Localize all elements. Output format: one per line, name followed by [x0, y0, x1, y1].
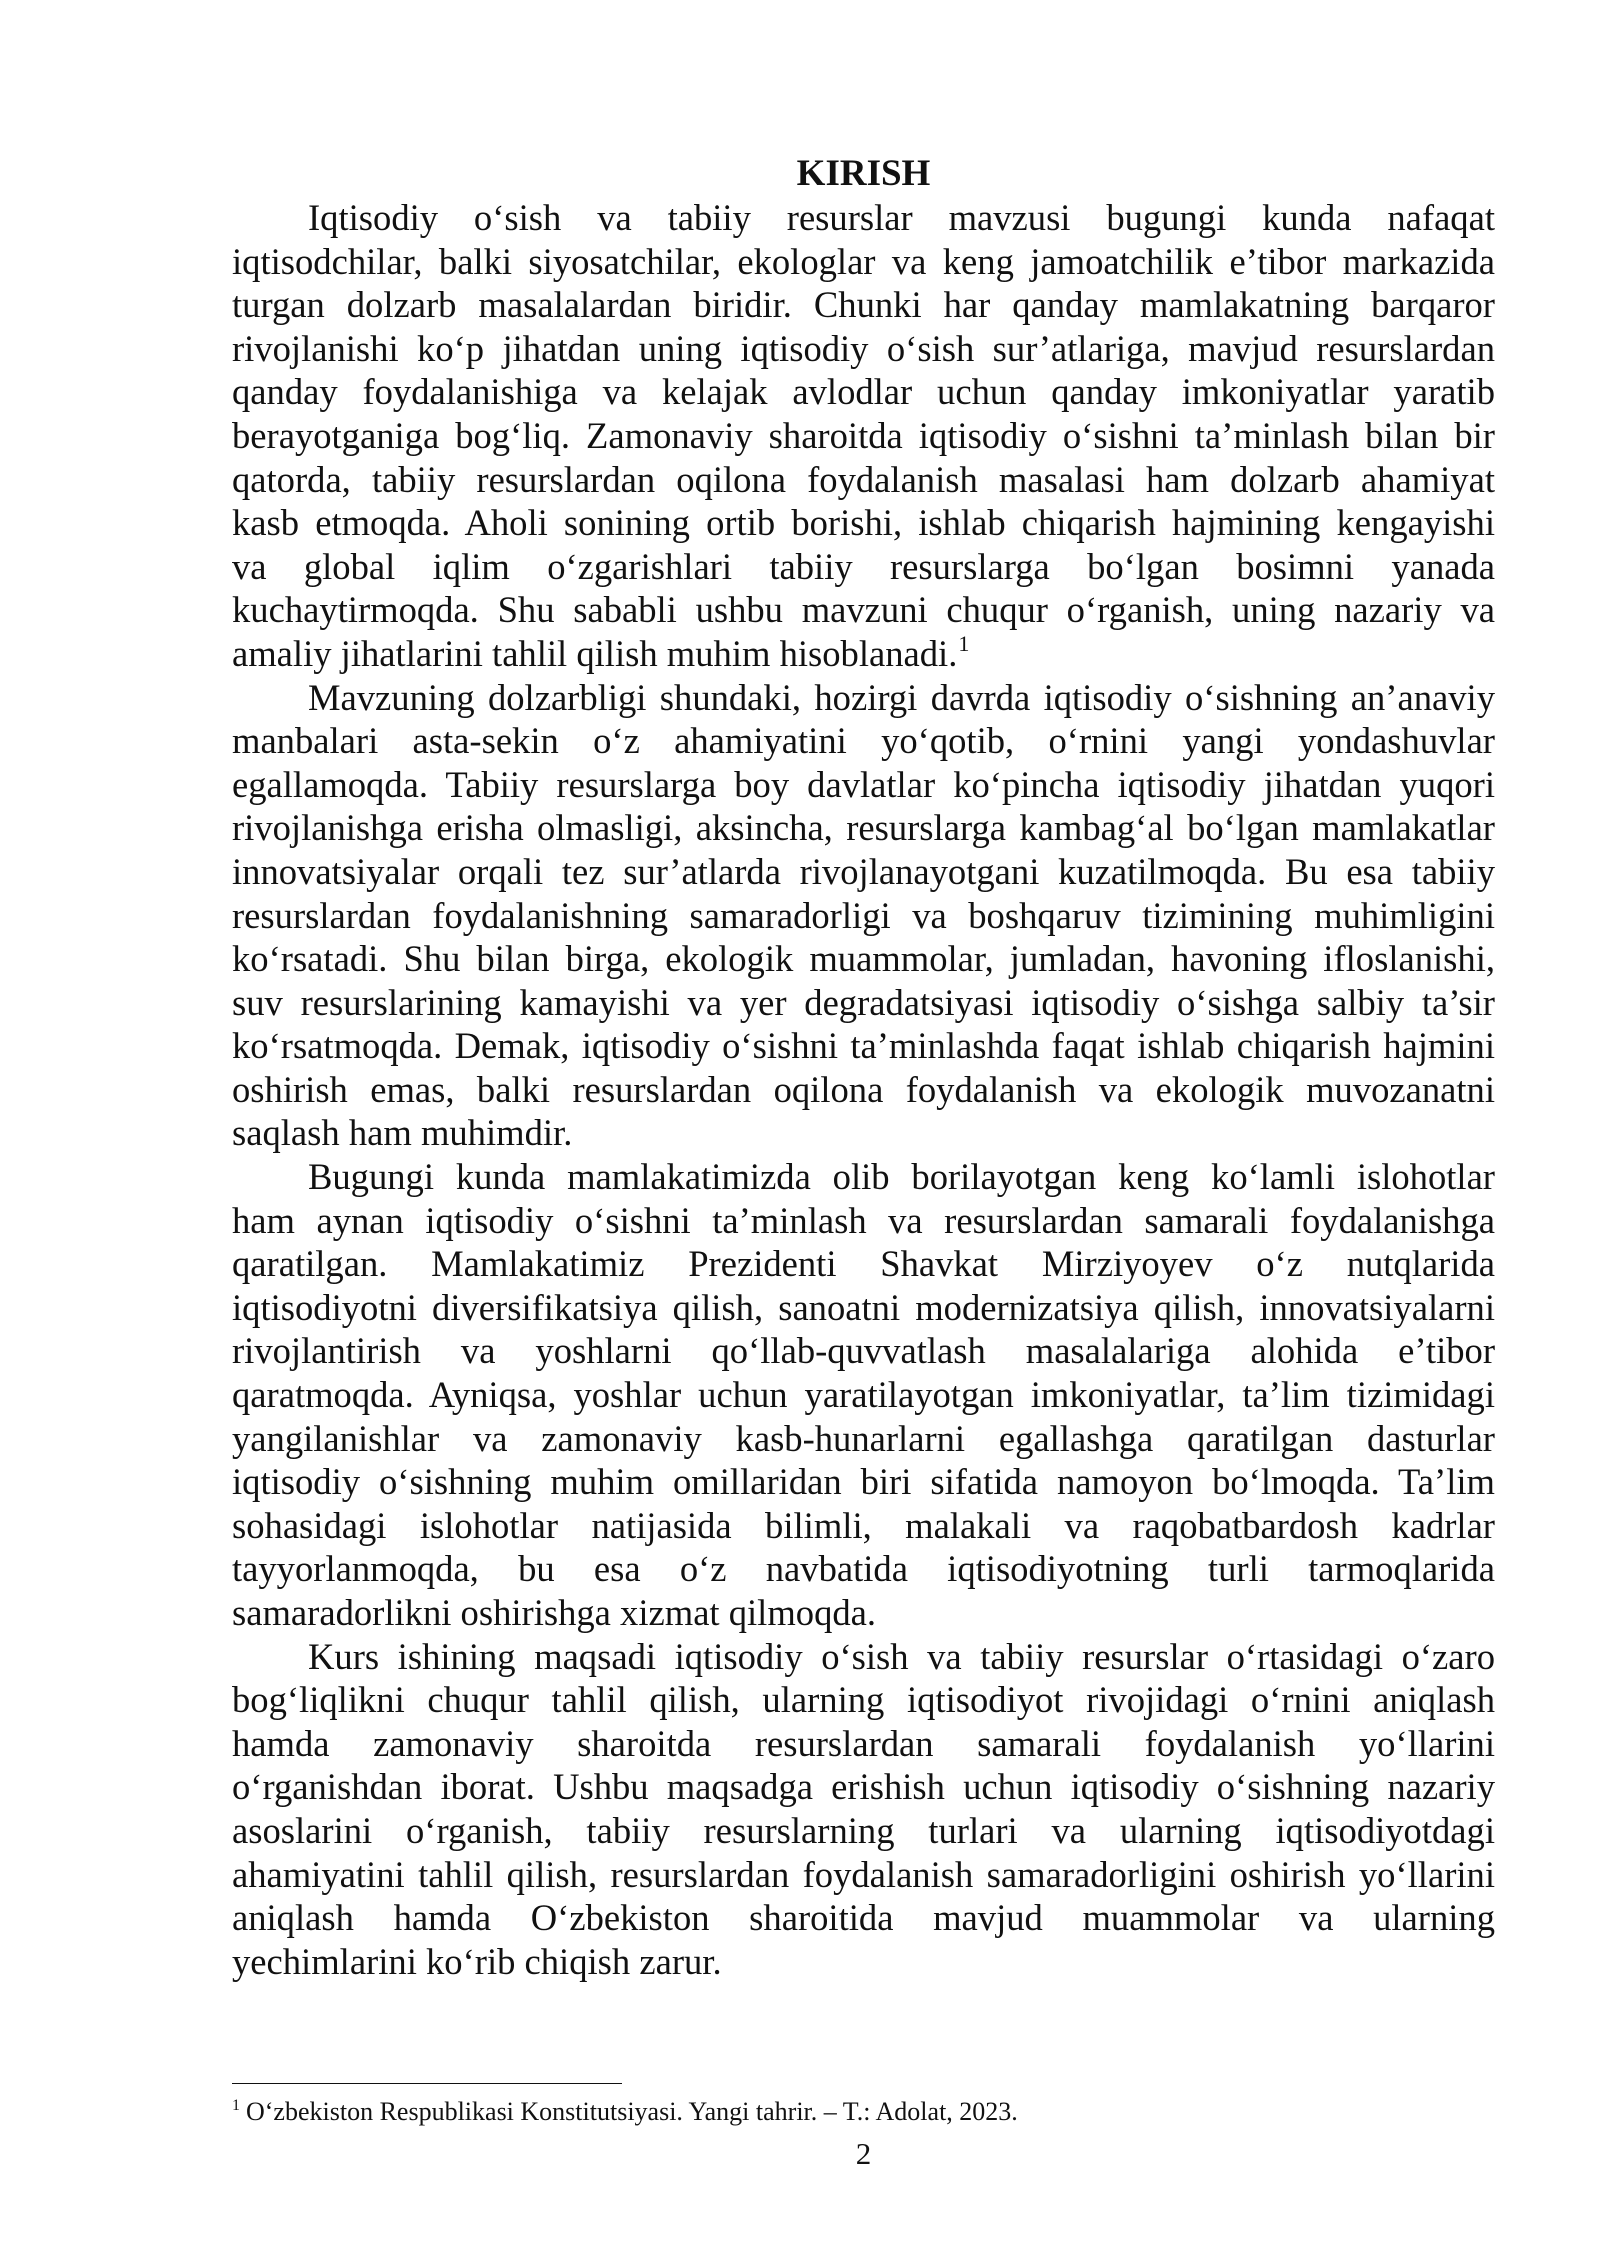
text-line: va global iqlim o‘zgarishlari tabiiy resurslarga bo‘lgan bosimni yanada — [232, 545, 1495, 587]
text-line: ham aynan iqtisodiy o‘sishni ta’minlash va resurslardan samarali foydalanishga — [232, 1199, 1495, 1241]
text-line: o‘rganishdan iborat. Ushbu maqsadga erishish uchun iqtisodiy o‘sishning nazariy — [232, 1766, 1495, 1808]
text-line: qaratmoqda. Ayniqsa, yoshlar uchun yaratilayotgan imkoniyatlar, ta’lim tizimidagi — [232, 1374, 1495, 1416]
text-line: yechimlarini ko‘rib chiqish zarur. — [232, 1940, 722, 1982]
text-line: iqtisodchilar, balki siyosatchilar, ekologlar va keng jamoatchilik e’tibor markazida — [232, 240, 1495, 282]
text-line: rivojlanishi ko‘p jihatdan uning iqtisodiy o‘sish sur’atlariga, mavjud resurslardan — [232, 327, 1495, 369]
text-line: iqtisodiyotni diversifikatsiya qilish, sanoatni modernizatsiya qilish, innovatsiyalarni — [232, 1286, 1495, 1328]
footnote-text: O‘zbekiston Respublikasi Konstitutsiyasi. Yangi tahrir. – T.: Adolat, 2023. — [246, 2097, 1018, 2126]
text-line: suv resurslarining kamayishi va yer degradatsiyasi iqtisodiy o‘sishga salbiy ta’sir — [232, 981, 1495, 1023]
section-title: KIRISH — [796, 153, 931, 194]
text-line: innovatsiyalar orqali tez sur’atlarda rivojlanayotgani kuzatilmoqda. Bu esa tabiiy — [232, 850, 1495, 892]
paragraph-3 — [232, 1155, 1495, 1635]
text-line: resurslardan foydalanishning samaradorligi va boshqaruv tizimining muhimligini — [232, 894, 1495, 936]
text-line: saqlash ham muhimdir. — [232, 1112, 573, 1154]
text-line: Bugungi kunda mamlakatimizda olib borilayotgan keng ko‘lamli islohotlar — [308, 1156, 1495, 1198]
text-line: ahamiyatini tahlil qilish, resurslardan foydalanish samaradorligini oshirish yo‘llarini — [232, 1853, 1495, 1895]
text-line: egallamoqda. Tabiiy resurslarga boy davlatlar ko‘pincha iqtisodiy jihatdan yuqori — [232, 763, 1495, 805]
text-line: qaratilgan. Mamlakatimiz Prezidenti Shavkat Mirziyoyev o‘z nutqlarida — [232, 1243, 1495, 1285]
paragraph-4 — [232, 1635, 1495, 1984]
text-line: samaradorlikni oshirishga xizmat qilmoqda. — [232, 1592, 877, 1633]
footnote-marker: 1 — [232, 2097, 240, 2114]
text-line: qatorda, tabiiy resurslardan oqilona foydalanish masalasi ham dolzarb ahamiyat — [232, 458, 1495, 500]
footnote-reference[interactable]: 1 — [958, 631, 970, 656]
text-line: tayyorlanmoqda, bu esa o‘z navbatida iqtisodiyotning turli tarmoqlarida — [232, 1548, 1495, 1590]
text-line: turgan dolzarb masalalardan biridir. Chunki har qanday mamlakatning barqaror — [232, 284, 1495, 326]
page-number: 2 — [855, 2136, 872, 2171]
footnote — [232, 2097, 1495, 2131]
text-line: oshirish emas, balki resurslardan oqilona foydalanish va ekologik muvozanatni — [232, 1068, 1495, 1110]
text-line: manbalari asta-sekin o‘z ahamiyatini yo‘qotib, o‘rnini yangi yondashuvlar — [232, 720, 1495, 762]
text-line: Mavzuning dolzarbligi shundaki, hozirgi davrda iqtisodiy o‘sishning an’anaviy — [308, 676, 1495, 718]
text-line: sohasidagi islohotlar natijasida bilimli, malakali va raqobatbardosh kadrlar — [232, 1504, 1495, 1546]
text-line: qanday foydalanishiga va kelajak avlodlar uchun qanday imkoniyatlar yaratib — [232, 371, 1495, 413]
text-line: Kurs ishining maqsadi iqtisodiy o‘sish va tabiiy resurslar o‘rtasidagi o‘zaro — [308, 1635, 1495, 1677]
text-line: rivojlantirish va yoshlarni qo‘llab-quvvatlash masalalariga alohida e’tibor — [232, 1330, 1495, 1372]
text-line: ko‘rsatadi. Shu bilan birga, ekologik muammolar, jumladan, havoning ifloslanishi, — [232, 938, 1495, 980]
text-line — [232, 632, 1495, 676]
paragraph-2 — [232, 676, 1495, 1156]
text-line: iqtisodiy o‘sishning muhim omillaridan biri sifatida namoyon bo‘lmoqda. Ta’lim — [232, 1461, 1495, 1503]
text-line: yangilanishlar va zamonaviy kasb-hunarlarni egallashga qaratilgan dasturlar — [232, 1417, 1495, 1459]
text-line: bog‘liqlikni chuqur tahlil qilish, ularning iqtisodiyot rivojidagi o‘rnini aniqlash — [232, 1679, 1495, 1721]
text-line: hamda zamonaviy sharoitda resurslardan samarali foydalanish yo‘llarini — [232, 1722, 1495, 1764]
footnote-separator — [232, 2083, 622, 2084]
text-line: Iqtisodiy o‘sish va tabiiy resurslar mavzusi bugungi kunda nafaqat — [308, 197, 1495, 238]
body-text — [232, 152, 1495, 1983]
paragraph-1 — [232, 196, 1495, 676]
text-line: berayotganiga bog‘liq. Zamonaviy sharoitda iqtisodiy o‘sishni ta’minlash bilan bir — [232, 414, 1495, 456]
text-line: rivojlanishga erisha olmasligi, aksincha, resurslarga kambag‘al bo‘lgan mamlakatlar — [232, 807, 1495, 849]
text-line: kuchaytirmoqda. Shu sababli ushbu mavzuni chuqur o‘rganish, uning nazariy va — [232, 589, 1495, 631]
text-line: ko‘rsatmoqda. Demak, iqtisodiy o‘sishni ta’minlashda faqat ishlab chiqarish hajmini — [232, 1025, 1495, 1067]
text-line-content: amaliy jihatlarini tahlil qilish muhim hisoblanadi. — [232, 632, 958, 674]
text-line: kasb etmoqda. Aholi sonining ortib borishi, ishlab chiqarish hajmining kengayishi — [232, 502, 1495, 544]
text-line: aniqlash hamda O‘zbekiston sharoitida mavjud muammolar va ularning — [232, 1897, 1495, 1939]
text-line: asoslarini o‘rganish, tabiiy resurslarning turlari va ularning iqtisodiyotdagi — [232, 1809, 1495, 1851]
